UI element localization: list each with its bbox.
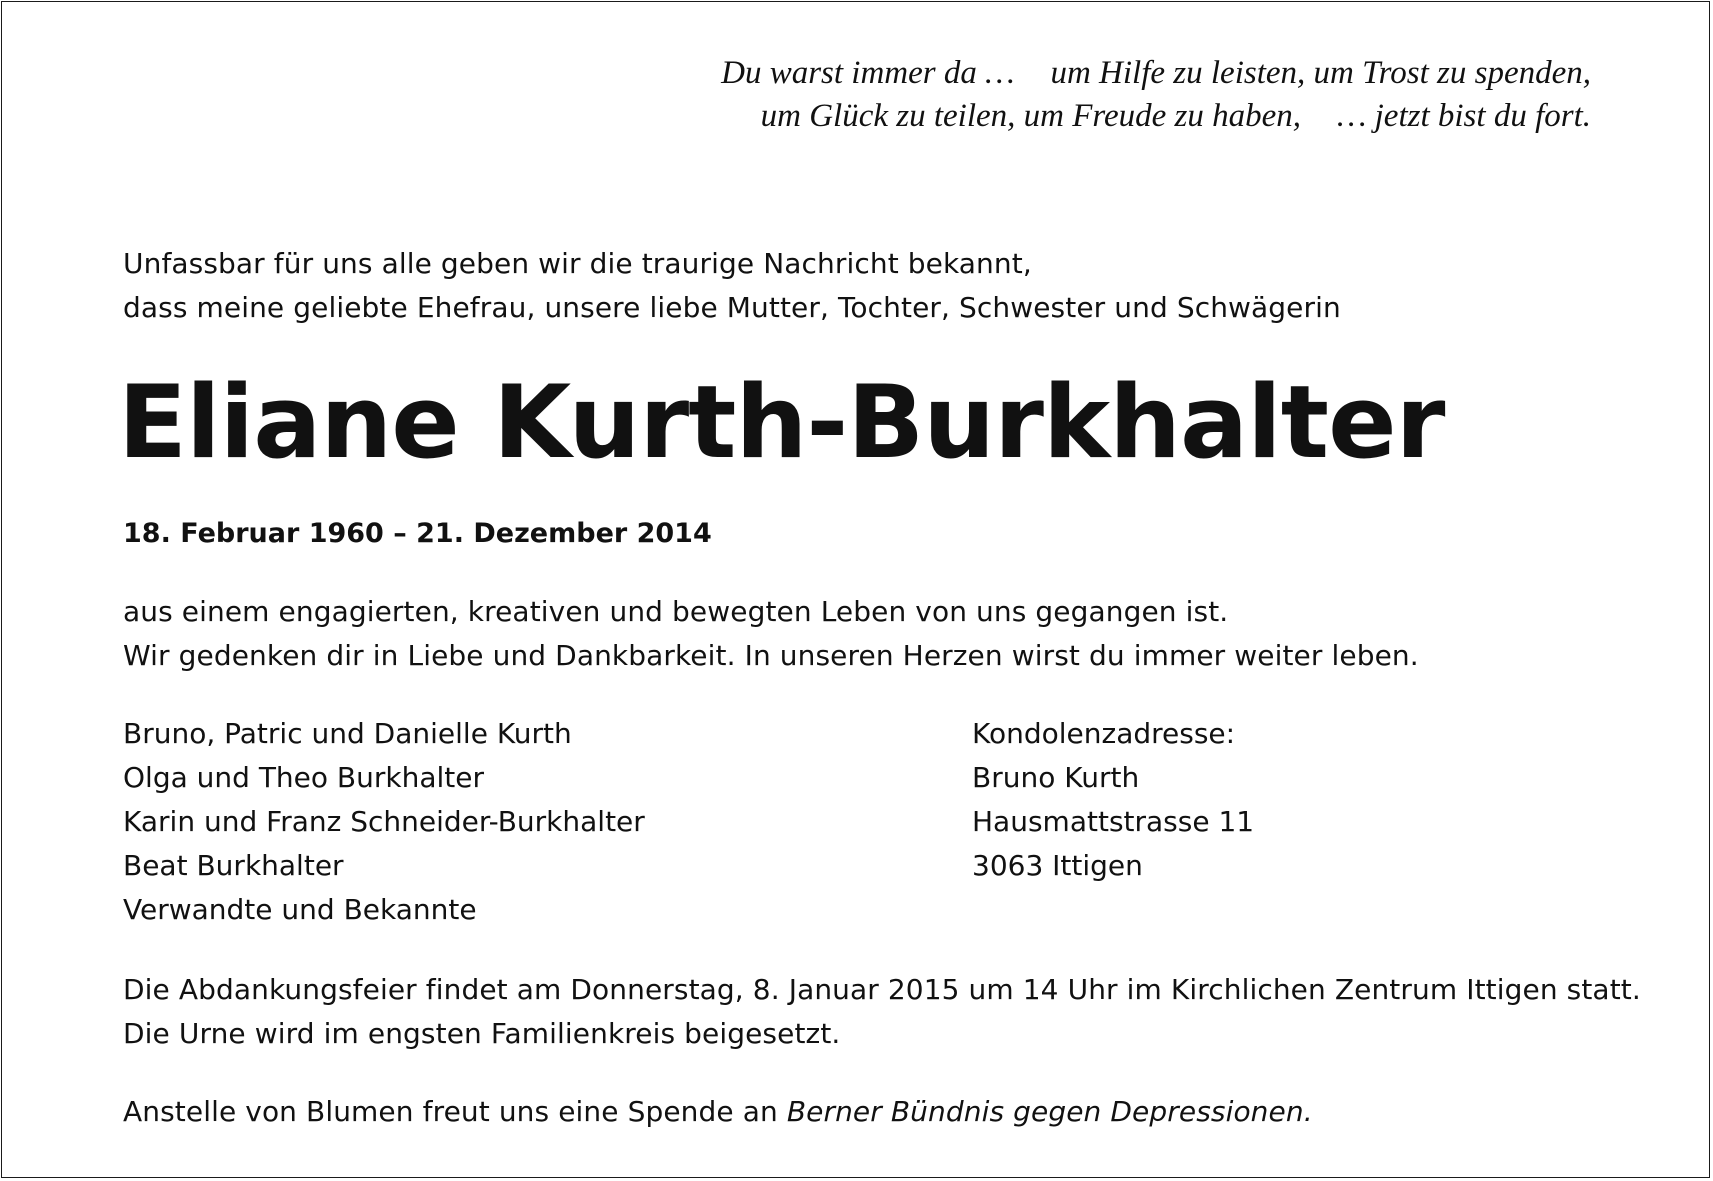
obituary-notice [1, 1, 1710, 1178]
mourner-entry: Karin und Franz Schneider-Burkhalter [123, 805, 645, 838]
poem-line-1-part-b: um Hilfe zu leisten, um Trost zu spenden, [1050, 55, 1591, 91]
address-city: 3063 Ittigen [972, 849, 1143, 882]
mourner-entry: Beat Burkhalter [123, 849, 344, 882]
deceased-name: Eliane Kurth-Burkhalter [118, 363, 1445, 481]
life-dates: 18. Februar 1960 – 21. Dezember 2014 [123, 518, 712, 549]
donation-note [123, 1090, 1313, 1134]
address-street: Hausmattstrasse 11 [972, 805, 1255, 838]
mourner-entry: Verwandte und Bekannte [123, 893, 477, 926]
condolence-address [972, 712, 1254, 888]
mourner-entry: Olga und Theo Burkhalter [123, 761, 485, 794]
address-heading: Kondolenzadresse: [972, 717, 1236, 750]
mourners-list [123, 712, 645, 932]
donation-organization: Berner Bündnis gegen Depressionen. [786, 1095, 1313, 1128]
address-name: Bruno Kurth [972, 761, 1140, 794]
poem-line-2-part-b: … jetzt bist du fort. [1337, 98, 1591, 134]
intro-line: Unfassbar für uns alle geben wir die traurige Nachricht bekannt, [123, 247, 1032, 280]
mourner-entry: Bruno, Patric und Danielle Kurth [123, 717, 572, 750]
tribute-line: aus einem engagierten, kreativen und bewegten Leben von uns gegangen ist. [123, 595, 1229, 628]
intro-text [123, 242, 1341, 330]
poem-line-1 [721, 52, 1591, 95]
poem-line-1-part-a: Du warst immer da … [721, 55, 1015, 91]
tribute-text [123, 590, 1419, 678]
intro-line: dass meine geliebte Ehefrau, unsere liebe Mutter, Tochter, Schwester und Schwägerin [123, 291, 1341, 324]
donation-text: Anstelle von Blumen freut uns eine Spende an [123, 1095, 778, 1128]
poem [721, 52, 1591, 138]
service-line: Die Urne wird im engsten Familienkreis beigesetzt. [123, 1017, 841, 1050]
service-info [123, 968, 1641, 1056]
service-line: Die Abdankungsfeier findet am Donnerstag, 8. Januar 2015 um 14 Uhr im Kirchlichen Zentrum Ittigen statt. [123, 973, 1641, 1006]
poem-line-2 [721, 95, 1591, 138]
tribute-line: Wir gedenken dir in Liebe und Dankbarkeit. In unseren Herzen wirst du immer weiter leben. [123, 639, 1419, 672]
poem-line-2-part-a: um Glück zu teilen, um Freude zu haben, [760, 98, 1302, 134]
